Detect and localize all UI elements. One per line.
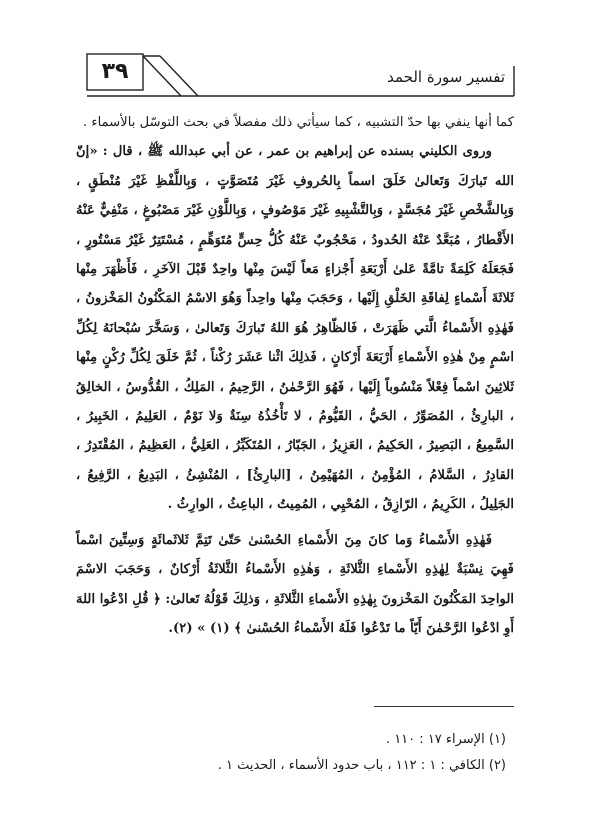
page-header: [0, 0, 589, 115]
footnote-rule: [374, 706, 514, 707]
main-text: [76, 108, 514, 643]
header-diagonal-2: [160, 56, 198, 96]
paragraph-2-hadith: وروى الكليني بسنده عن إبراهيم بن عمر ، عن أبي عبدالله ﷺ ، قال : «إنّ الله تَبارَكَ وَتَعالىٰ خَلَقَ اسماً بِالحُروفِ غَيْرَ مُتَصَوَّتٍ ، وَبِاللَّفْظِ غَيْرَ مُنْطَقٍ ، وَبِالشَّخْصِ غَيْرَ مُجَسَّدٍ ، وَبِالتَّشْبِيهِ غَيْرَ مَوْصُوفٍ ، وَبِاللَّوْنِ غَيْرَ مَصْبُوغٍ ، مَنْفِيٌّ عَنْهُ الأَقْطارُ ، مُبَعَّدٌ عَنْهُ الحُدودُ ، مَحْجُوبٌ عَنْهُ كُلُّ حِسٍّ مُتَوَهِّمٍ ، مُسْتَتِرٌ غَيْرُ مَسْتُورٍ ، فَجَعَلَهُ كَلِمَةً تامَّةً عَلىٰ أَرْبَعَةِ أَجْزاءٍ مَعاً لَيْسَ مِنْها واحِدٌ قَبْلَ الآخَرِ ، فَأَظْهَرَ مِنْها ثَلاثَةَ أَسْماءٍ لِفاقَةِ الخَلْقِ إِلَيْها ، وَحَجَبَ مِنْها واحِداً وَهُوَ الاسْمُ المَكْنُونُ المَخْزونُ ، فَهٰذِهِ الأَسْماءُ الَّتي ظَهَرَتْ ، فَالظّاهِرُ هُوَ اللهُ تَبارَكَ وَتَعالىٰ ، وَسَخَّرَ سُبْحانَهُ لِكُلِّ اسْمٍ مِنْ هٰذِهِ الأَسْماءِ أَرْبَعَةَ أَرْكانٍ ، فَذلِكَ اثْنا عَشَرَ رُكْناً ، ثُمَّ خَلَقَ لِكُلِّ رُكْنٍ مِنْها ثَلاثِينَ اسْماً فِعْلاً مَنْسُوباً إِلَيْها ، فَهُوَ الرَّحْمٰنُ ، الرَّحِيمُ ، المَلِكُ ، القُدُّوسُ ، الخالِقُ ، البارِئُ ، المُصَوِّرُ ، الحَيُّ ، القَيُّومُ ، لا تَأْخُذُهُ سِنَةٌ وَلا نَوْمٌ ، العَلِيمُ ، الخَبِيرُ ، السَّمِيعُ ، البَصِيرُ ، الحَكِيمُ ، العَزِيزُ ، الجَبّارُ ، المُتَكَبِّرُ ، العَلِيُّ ، العَظِيمُ ، المُقْتَدِرُ ، القادِرُ ، السَّلامُ ، المُؤْمِنُ ، المُهَيْمِنُ ، [البارِئُ] ، المُنْشِئُ ، البَدِيعُ ، الرَّفِيعُ ، الجَلِيلُ ، الكَرِيمُ ، الرّازِقُ ، المُحْيِي ، المُمِيتُ ، الباعِثُ ، الوارِثُ .: [76, 144, 514, 513]
paragraph-1: كما أنها ينفي بها حدّ التشبيه ، كما سيأتي ذلك مفصلاً في بحث التوسّل بالأسماء .: [82, 115, 514, 130]
header-diagonal-1: [143, 56, 181, 96]
footnote-2: (٢) الكافي : ١ : ١١٢ ، باب حدود الأسماء ، الحديث ١ .: [217, 758, 506, 773]
footnote-1: (١) الإسراء ١٧ : ١١٠ .: [385, 732, 506, 747]
page-number: ٣٩: [101, 59, 129, 84]
paragraph-3-hadith: فَهٰذِهِ الأَسْماءُ وَما كانَ مِنَ الأَسْماءِ الحُسْنىٰ حَتّىٰ تَتِمَّ ثَلاثَمائَةٍ وَسِتِّينَ اسْماً فَهِيَ نِسْبَةٌ لِهٰذِهِ الأَسْماءِ الثَّلاثَةِ ، وَهٰذِهِ الأَسْماءُ الثَّلاثَةُ أَرْكانٌ ، وَحَجَبَ الاسْمَ الواحِدَ المَكْنُونَ المَخْزونَ بِهٰذِهِ الأَسْماءِ الثَّلاثَةِ ، وَذلِكَ قَوْلُهُ تَعالىٰ: ﴿ قُلِ ادْعُوا اللهَ أَوِ ادْعُوا الرَّحْمٰنَ أَيّاً ما تَدْعُوا فَلَهُ الأَسْماءُ الحُسْنىٰ ﴾ (١) » (٢).: [76, 532, 514, 636]
running-title: تفسير سورة الحمد: [387, 68, 505, 86]
